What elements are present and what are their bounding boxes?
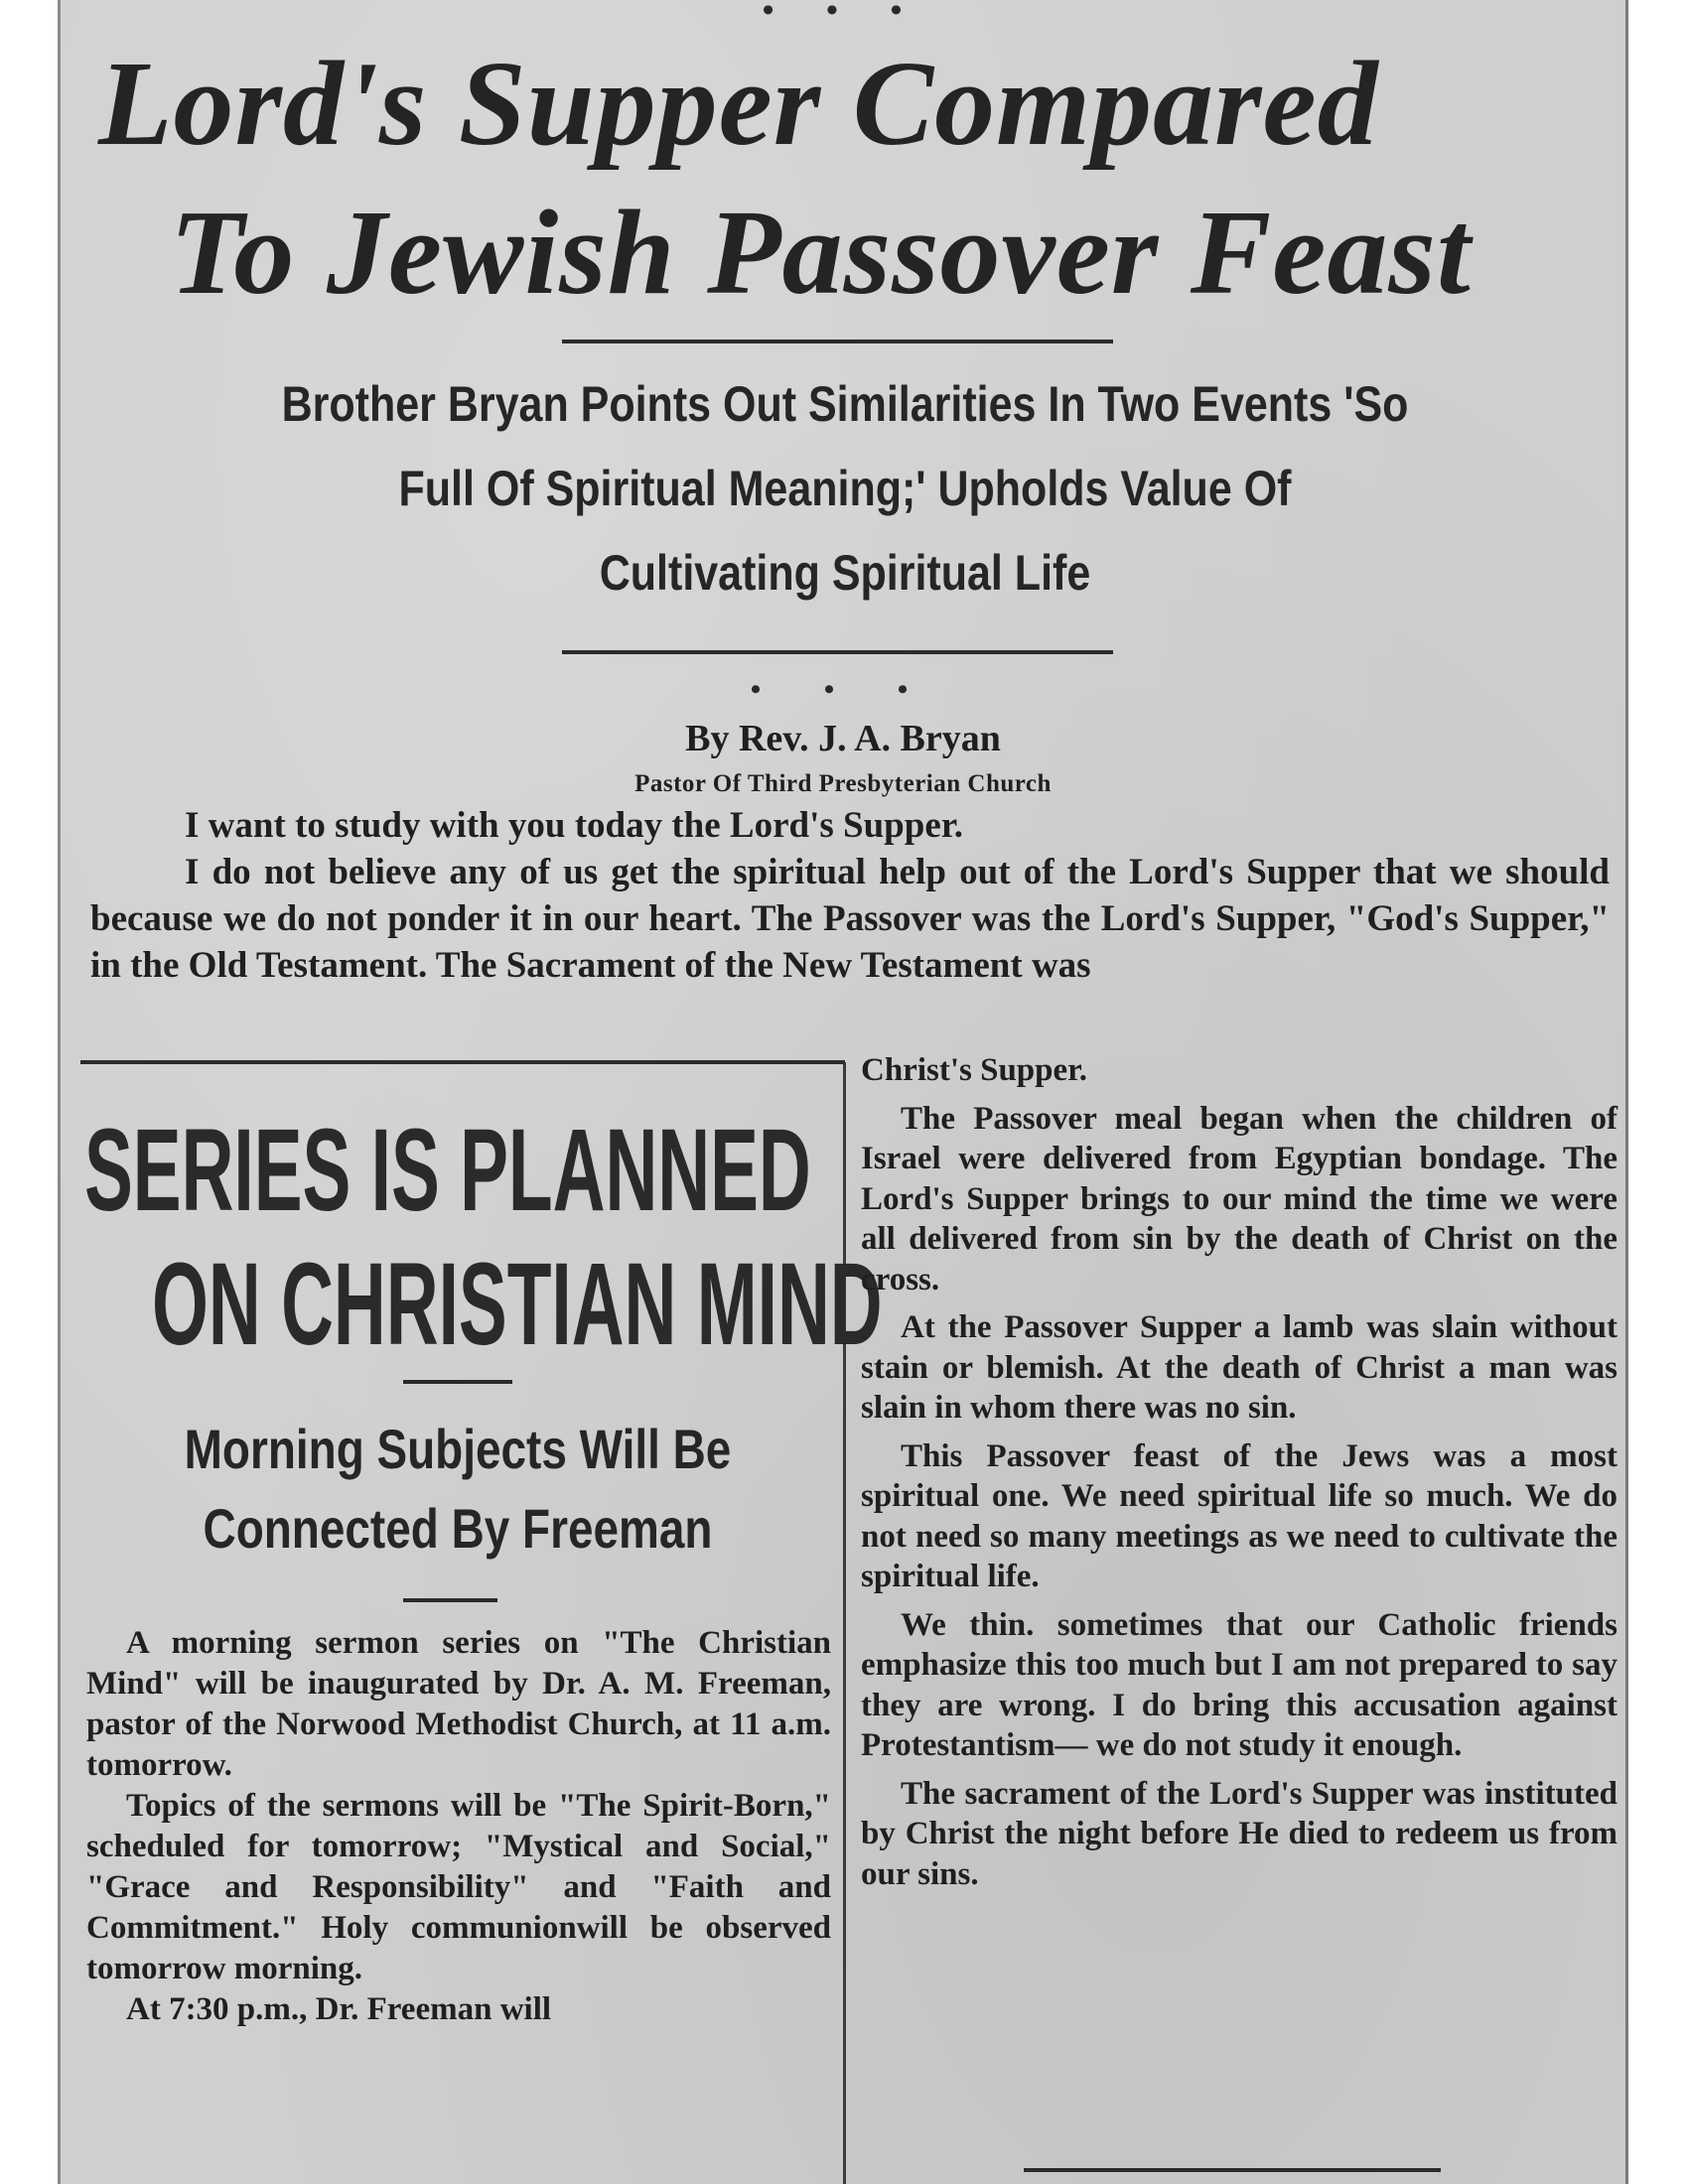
column-paragraph: Christ's Supper. — [861, 1052, 1088, 1088]
article-deck-line3: Cultivating Spiritual Life — [599, 545, 1091, 601]
article-intro — [90, 802, 1610, 989]
byline-separator-dots: • • • — [750, 673, 936, 706]
article-deck-line2: Full Of Spiritual Meaning;' Upholds Value Of — [398, 461, 1292, 516]
column-paragraph: At the Passover Supper a lamb was slain without stain or blemish. At the death of Christ a man was slain in whom there was no sin. — [861, 1309, 1618, 1426]
column-paragraph: The sacrament of the Lord's Supper was instituted by Christ the night before He died to redeem us from our sins. — [861, 1775, 1618, 1892]
column-paragraph: The Passover meal began when the children of Israel were delivered from Egyptian bondage. The Lord's Supper brings to our mind the time we were all delivered from sin by the death of Christ on the cross. — [861, 1100, 1618, 1297]
column-paragraph: This Passover feast of the Jews was a most spiritual one. We need spiritual life so much. We do not need so many meetings as we need to cultivate the spiritual life. — [861, 1437, 1618, 1594]
deck-rule — [562, 650, 1113, 654]
sidebar-paragraph: Topics of the sermons will be "The Spirit-Born," scheduled for tomorrow; "Mystical and Social," "Grace and Responsibility" and "Faith and Commitment." Holy communionwill be observed tomorrow morning. — [86, 1788, 831, 1986]
intro-paragraph: I do not believe any of us get the spiritual help out of the Lord's Supper that we should because we do not ponder it in our heart. The Passover was the Lord's Supper, "God's Supper," in the Old Testament. The Sacrament of the New Testament was — [90, 852, 1610, 986]
headline-rule — [562, 340, 1113, 343]
article-deck-line1: Brother Bryan Points Out Similarities In Two Events 'So — [281, 376, 1409, 432]
sidebar-deck-rule — [403, 1598, 497, 1602]
sidebar-headline-line1: SERIES IS PLANNED — [84, 1105, 811, 1236]
sidebar-headline-line2: ON CHRISTIAN MIND — [152, 1239, 883, 1370]
article-headline-line2: To Jewish Passover Feast — [170, 186, 1472, 320]
sidebar-paragraph: At 7:30 p.m., Dr. Freeman will — [126, 1991, 552, 2027]
newspaper-clipping — [58, 0, 1628, 2184]
intro-paragraph: I want to study with you today the Lord's Supper. — [185, 805, 964, 846]
sidebar-top-rule — [80, 1060, 845, 1064]
byline-title: Pastor Of Third Presbyterian Church — [634, 770, 1052, 797]
sidebar-headline-rule — [403, 1380, 512, 1384]
sidebar-deck — [148, 1410, 767, 1569]
article-headline-line1: Lord's Supper Compared — [98, 37, 1379, 171]
byline: By Rev. J. A. Bryan — [685, 718, 1001, 759]
sidebar-paragraph: A morning sermon series on "The Christian Mind" will be inaugurated by Dr. A. M. Freeman, pastor of the Norwood Methodist Church, at 11 a.m. tomorrow. — [86, 1625, 831, 1783]
column-end-rule — [1024, 2168, 1441, 2172]
article-column — [861, 1050, 1618, 1902]
sidebar-deck-line2: Connected By Freeman — [203, 1497, 713, 1560]
sidebar-body — [86, 1623, 831, 2030]
top-separator-dots: • • • — [762, 0, 924, 29]
column-paragraph: We thin. sometimes that our Catholic friends emphasize this too much but I am not prepared to say they are wrong. I do bring this accusation against Protestantism— we do not study it enough. — [861, 1606, 1618, 1763]
column-divider — [843, 1062, 846, 2184]
sidebar-deck-line1: Morning Subjects Will Be — [184, 1418, 732, 1480]
sidebar-story — [80, 1067, 883, 2184]
